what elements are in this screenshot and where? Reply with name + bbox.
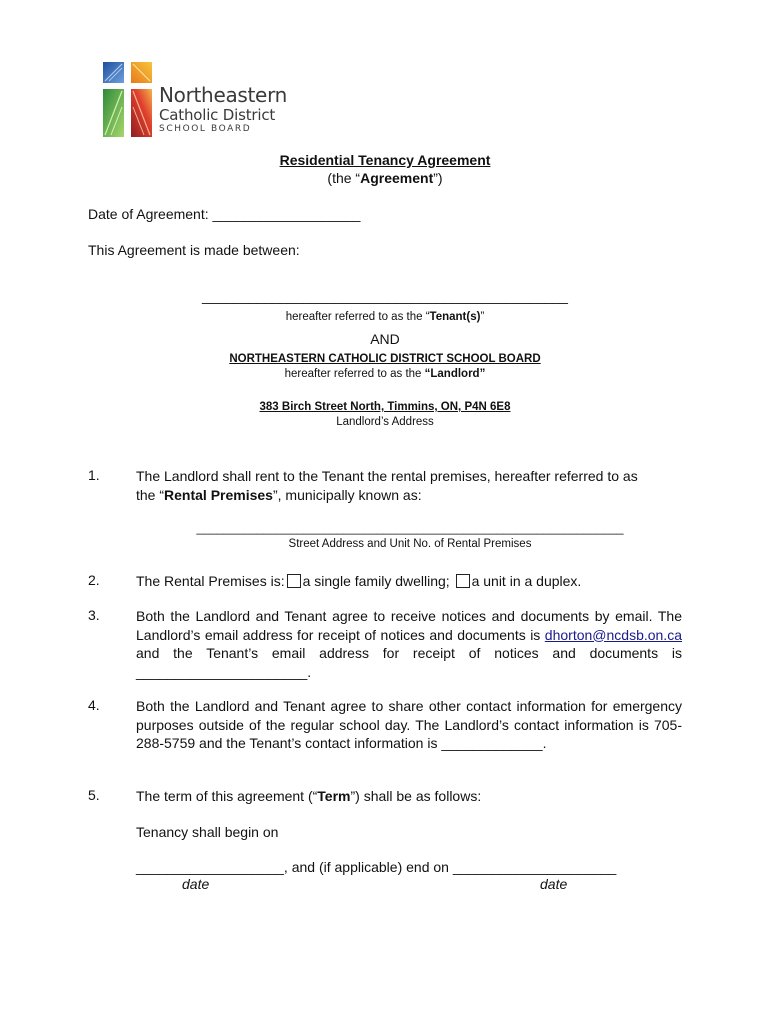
school-board-logo [103,62,293,138]
clause-5-number: 5. [88,787,100,803]
and-word: AND [370,331,400,347]
document-subtitle: (the “Agreement”) [327,170,443,186]
clause-1-number: 1. [88,467,100,483]
logo-text [159,84,287,135]
board-name: NORTHEASTERN CATHOLIC DISTRICT SCHOOL BOARD [229,353,541,365]
clause-3-text: Both the Landlord and Tenant agree to receive notices and documents by email. The Landlord’s email address for receipt of notices and documents is dhorton@ncdsb.on.ca and the Tenant’s email address for receipt of notices and documents is ______________________. [136,608,682,680]
term-dates-line[interactable]: ___________________, and (if applicable) end on _____________________ [136,859,617,875]
logo-line-2: Catholic District [159,106,276,124]
rental-address-caption: Street Address and Unit No. of Rental Premises [288,538,532,550]
clause-2-number: 2. [88,572,100,588]
clause-3-number: 3. [88,607,100,623]
single-family-checkbox[interactable] [287,574,301,588]
landlord-caption: hereafter referred to as the “Landlord” [284,368,486,380]
document-title: Residential Tenancy Agreement [279,152,491,168]
logo-cross-icon [103,62,155,138]
logo-line-1: Northeastern [159,83,288,107]
tenancy-begin-text: Tenancy shall begin on [136,824,279,840]
clause-1-text: The Landlord shall rent to the Tenant the rental premises, hereafter referred to as the “Rental Premises”, municipally known as: [136,468,638,503]
landlord-email-link[interactable]: dhorton@ncdsb.on.ca [544,626,682,643]
duplex-checkbox[interactable] [456,574,470,588]
logo-line-3: SCHOOL BOARD [159,124,252,134]
end-date-label: date [540,876,568,892]
landlord-address: 383 Birch Street North, Timmins, ON, P4N 6E8 [259,401,511,413]
start-date-label: date [182,876,210,892]
tenant-name-blank[interactable]: _______________________________________________ [202,288,568,304]
clause-2-text: The Rental Premises is: a single family dwelling; a unit in a duplex. [136,573,582,589]
clause-5-text: The term of this agreement (“Term”) shall be as follows: [136,788,482,804]
date-of-agreement[interactable]: Date of Agreement: ___________________ [88,206,361,222]
tenant-caption: hereafter referred to as the “Tenant(s)” [285,311,485,323]
landlord-address-caption: Landlord’s Address [336,416,434,428]
rental-address-blank[interactable]: ________________________________________________________________ [196,521,624,535]
made-between-text: This Agreement is made between: [88,242,300,258]
clause-4-text: Both the Landlord and Tenant agree to share other contact information for emergency purposes outside of the regular school day. The Landlord’s contact information is 705-288-5759 and the Tenant’s contact information is _____________. [136,698,682,751]
clause-4-number: 4. [88,697,100,713]
